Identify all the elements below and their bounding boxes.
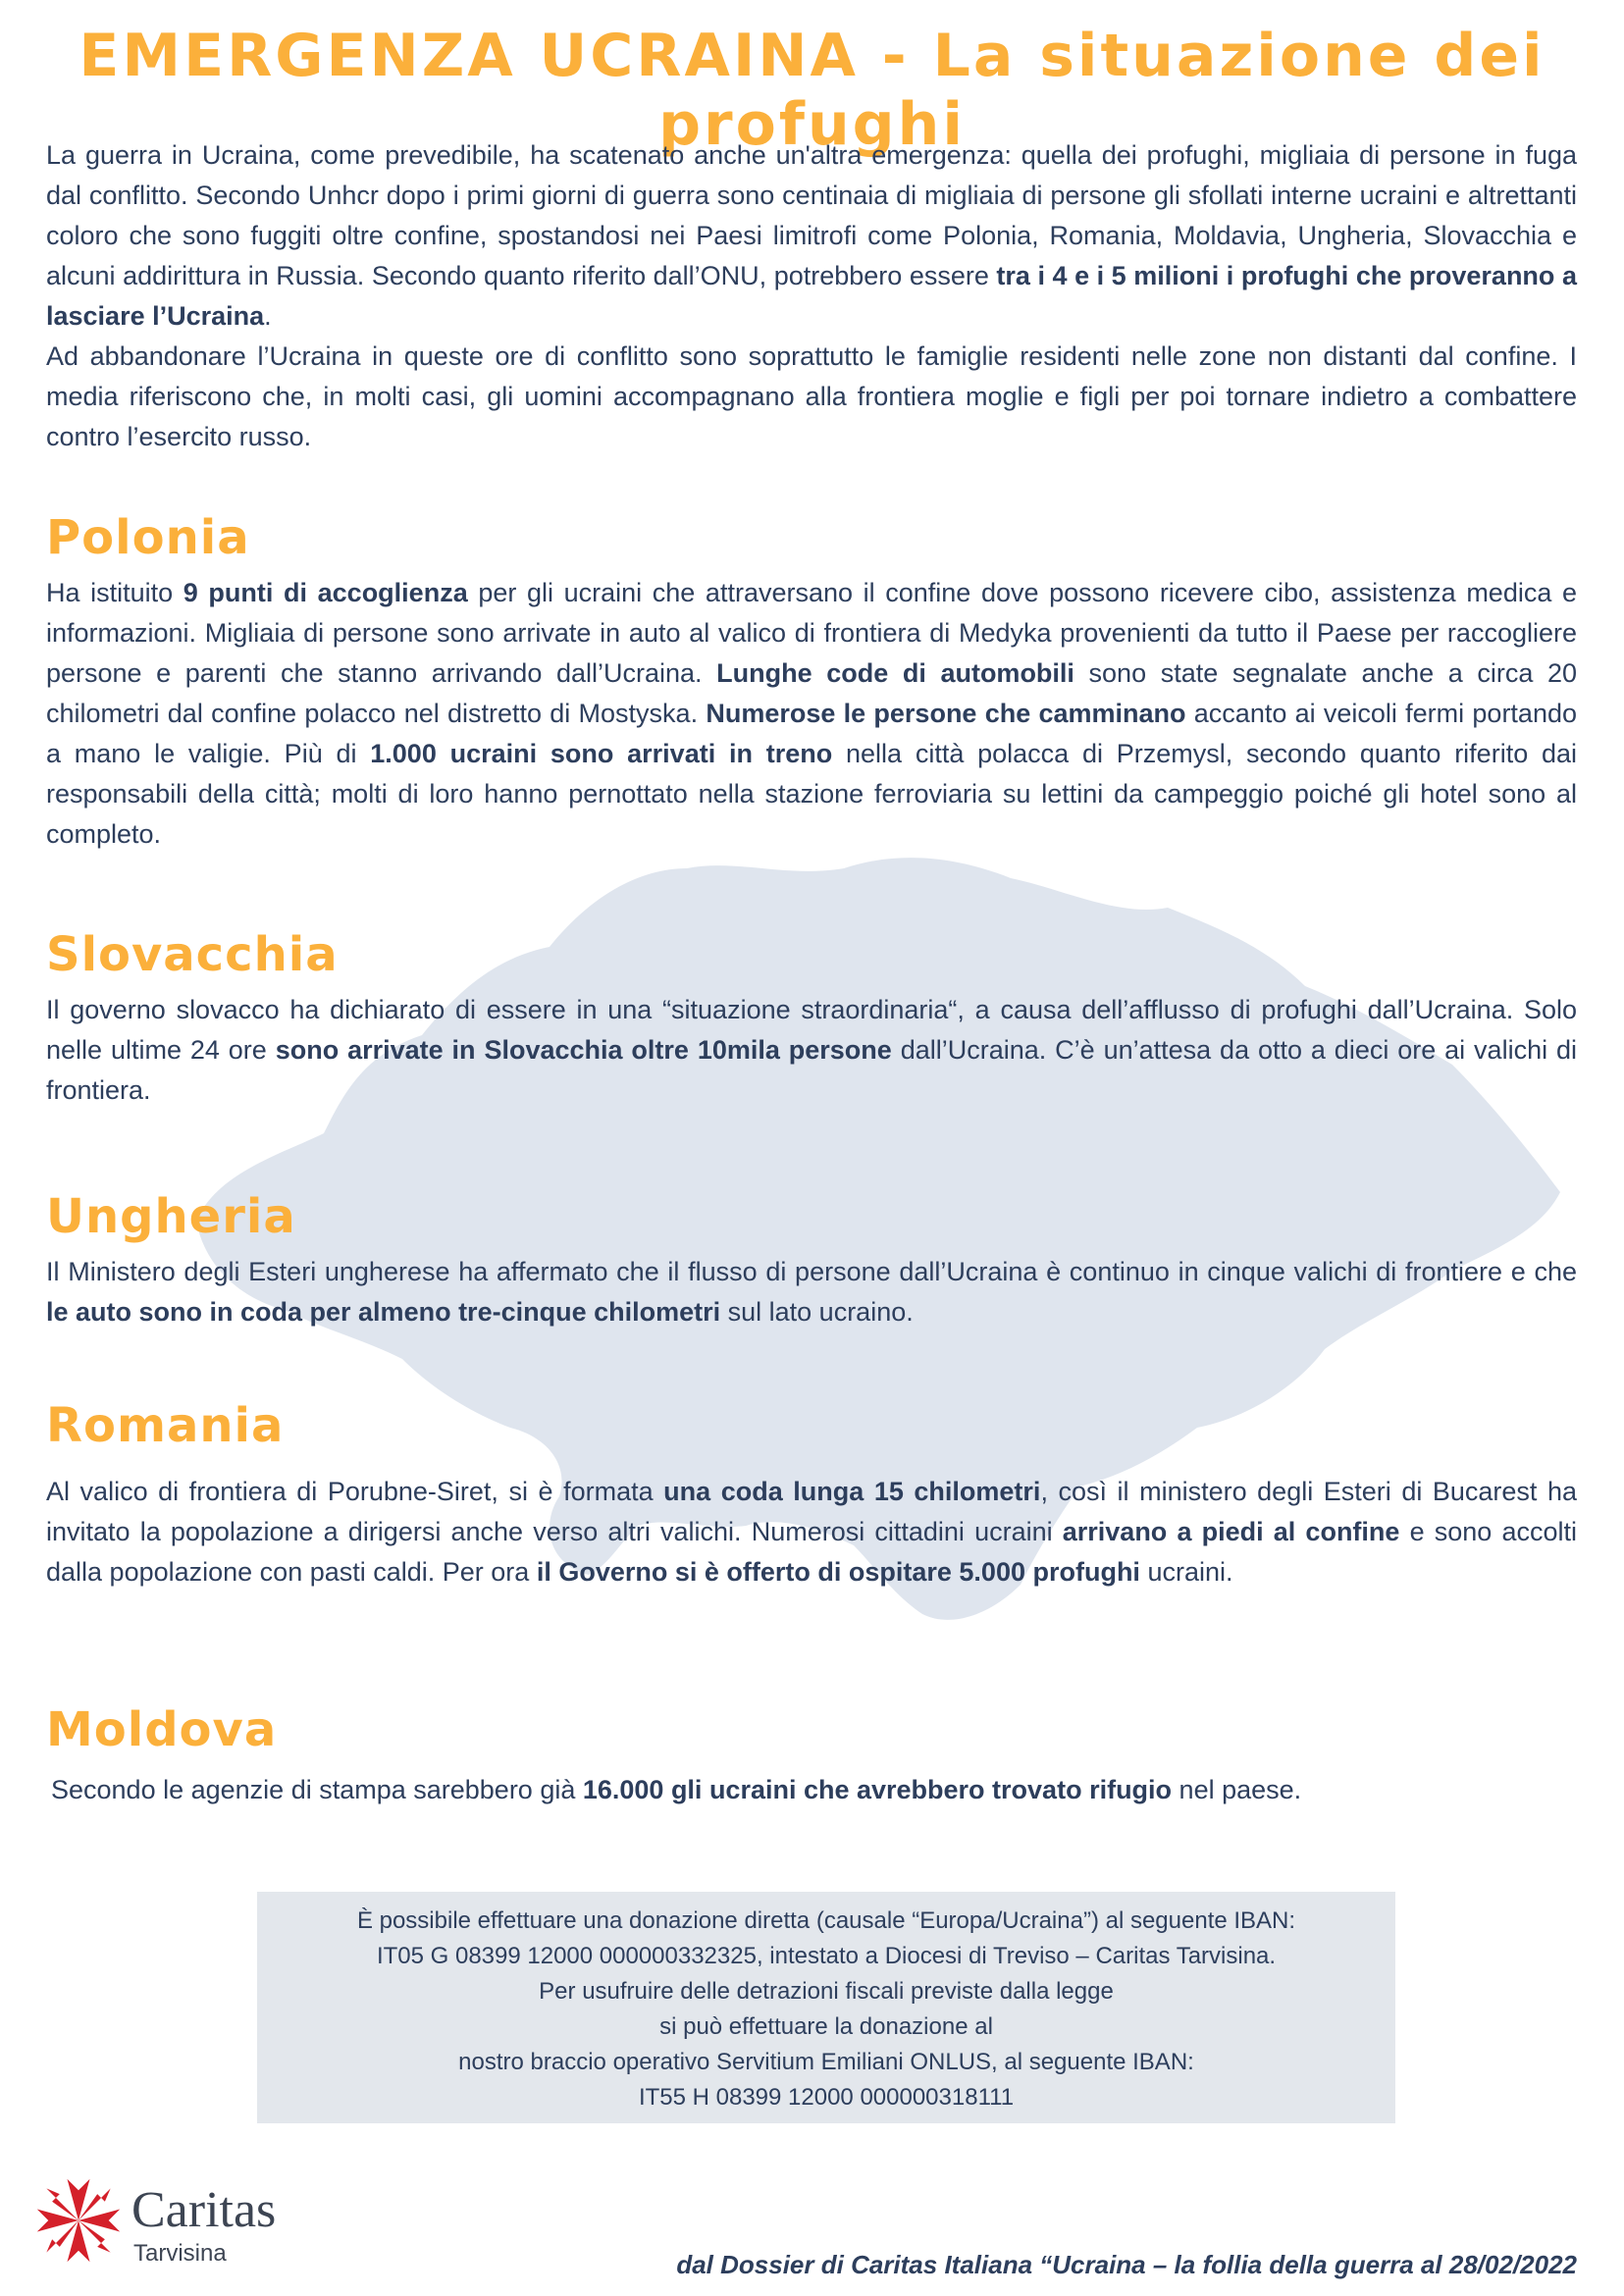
polonia-text: per gli ucraini che attraversano il confine dove possono ricevere cibo, assistenza medica e informazioni. Migliaia di persone sono arrivate in auto al valico di frontiera di Medyka provenienti da tutto il Paese per raccogliere persone e parenti che stanno arrivando dall’Ucraina. bbox=[46, 578, 1577, 688]
moldova-text: nel paese. bbox=[1172, 1775, 1302, 1804]
paragraph-romania bbox=[46, 1472, 1577, 1592]
caritas-logo bbox=[29, 2173, 324, 2271]
heading-ungheria: Ungheria bbox=[46, 1189, 296, 1244]
romania-text: , così il ministero degli Esteri di Bucarest ha invitato la popolazione a dirigersi anche verso altri valichi. Numerosi cittadini ucraini bbox=[46, 1477, 1578, 1546]
page-title: EMERGENZA UCRAINA - La situazione dei profughi bbox=[79, 22, 1545, 159]
intro-paragraph-2: Ad abbandonare l’Ucraina in queste ore di conflitto sono soprattutto le famiglie residenti nelle zone non distanti dal confine. I media riferiscono che, in molti casi, gli uomini accompagnano alla frontiera moglie e figli per poi tornare indietro a combattere contro l’esercito russo. bbox=[46, 341, 1577, 451]
intro-highlight: tra i 4 e i 5 milioni i profughi che proveranno a lasciare l’Ucraina bbox=[46, 261, 1577, 331]
romania-highlight: arrivano a piedi al confine bbox=[1062, 1517, 1400, 1546]
intro-paragraph-1 bbox=[46, 135, 1577, 337]
romania-highlight: il Governo si è offerto di ospitare 5.000 profughi bbox=[536, 1557, 1140, 1587]
donation-line: Per usufruire delle detrazioni fiscali previste dalla legge bbox=[539, 1978, 1114, 2005]
paragraph-slovacchia bbox=[46, 990, 1577, 1111]
heading-romania: Romania bbox=[46, 1398, 285, 1453]
slovacchia-text: Il governo slovacco ha dichiarato di essere in una “situazione straordinaria“, a causa dell’afflusso di profughi dall’Ucraina. Solo nelle ultime 24 ore bbox=[46, 995, 1577, 1065]
intro-text: La guerra in Ucraina, come prevedibile, ha scatenato anche un'altra emergenza: quella dei profughi, migliaia di persone in fuga dal conflitto. Secondo Unhcr dopo i primi giorni di guerra sono centinaia di migliaia di persone gli sfollati interne ucraini e altrettanti coloro che sono fuggiti oltre confine, spostandosi nei Paesi limitrofi come Polonia, Romania, Moldavia, Ungheria, Slovacchia e alcuni addirittura in Russia. Secondo quanto riferito dall’ONU, potrebbero essere bbox=[46, 140, 1577, 290]
ungheria-highlight: le auto sono in coda per almeno tre-cinque chilometri bbox=[46, 1297, 721, 1327]
ungheria-text: sul lato ucraino. bbox=[720, 1297, 914, 1327]
paragraph-moldova bbox=[51, 1770, 1582, 1810]
donation-iban-line: IT05 G 08399 12000 000000332325, intestato a Diocesi di Treviso – Caritas Tarvisina. bbox=[376, 1943, 1277, 1969]
heading-moldova: Moldova bbox=[46, 1702, 278, 1757]
logo-subtitle: Tarvisina bbox=[133, 2240, 227, 2267]
donation-line: nostro braccio operativo Servitium Emiliani ONLUS, al seguente IBAN: bbox=[458, 2049, 1194, 2075]
paragraph-polonia bbox=[46, 573, 1577, 855]
donation-iban-line: IT55 H 08399 12000 000000318111 bbox=[638, 2084, 1015, 2111]
donation-line: È possibile effettuare una donazione diretta (causale “Europa/Ucraina”) al seguente IBAN: bbox=[356, 1907, 1296, 1934]
donation-line: si può effettuare la donazione al bbox=[659, 2013, 993, 2040]
polonia-text: accanto ai veicoli fermi portando a mano le valigie. Più di bbox=[46, 699, 1577, 768]
polonia-text: nella città polacca di Przemysl, secondo quanto riferito dai responsabili della città; molti di loro hanno pernottato nella stazione ferroviaria su lettini da campeggio poiché gli hotel sono al completo. bbox=[46, 739, 1578, 849]
polonia-highlight: Numerose le persone che camminano bbox=[706, 699, 1186, 728]
polonia-highlight: 9 punti di accoglienza bbox=[183, 578, 468, 607]
polonia-text: Ha istituito bbox=[46, 578, 183, 607]
romania-text: e sono accolti dalla popolazione con pasti caldi. Per ora bbox=[46, 1517, 1577, 1587]
polonia-text: sono state segnalate anche a circa 20 chilometri dal confine polacco nel distretto di Mostyska. bbox=[46, 658, 1577, 728]
paragraph-ungheria bbox=[46, 1252, 1577, 1332]
caritas-cross-icon bbox=[31, 2173, 126, 2268]
romania-highlight: una coda lunga 15 chilometri bbox=[663, 1477, 1041, 1506]
heading-slovacchia: Slovacchia bbox=[46, 927, 339, 982]
moldova-highlight: 16.000 gli ucraini che avrebbero trovato rifugio bbox=[582, 1775, 1173, 1804]
intro-end: . bbox=[264, 301, 272, 331]
slovacchia-highlight: sono arrivate in Slovacchia oltre 10mila persone bbox=[275, 1035, 892, 1065]
donation-box bbox=[257, 1892, 1395, 2123]
ungheria-text: Il Ministero degli Esteri ungherese ha affermato che il flusso di persone dall’Ucraina è continuo in cinque valichi di frontiere e che bbox=[46, 1257, 1577, 1286]
heading-polonia: Polonia bbox=[46, 510, 250, 565]
polonia-highlight: 1.000 ucraini sono arrivati in treno bbox=[370, 739, 833, 768]
source-citation: dal Dossier di Caritas Italiana “Ucraina – la follia della guerra al 28/02/2022 bbox=[676, 2250, 1577, 2279]
romania-text: ucraini. bbox=[1139, 1557, 1233, 1587]
moldova-text: Secondo le agenzie di stampa sarebbero già bbox=[51, 1775, 583, 1804]
polonia-highlight: Lunghe code di automobili bbox=[716, 658, 1074, 688]
logo-name: Caritas bbox=[131, 2182, 277, 2238]
slovacchia-text: dall’Ucraina. C’è un’attesa da otto a dieci ore ai valichi di frontiera. bbox=[46, 1035, 1577, 1105]
romania-text: Al valico di frontiera di Porubne-Siret, si è formata bbox=[46, 1477, 664, 1506]
